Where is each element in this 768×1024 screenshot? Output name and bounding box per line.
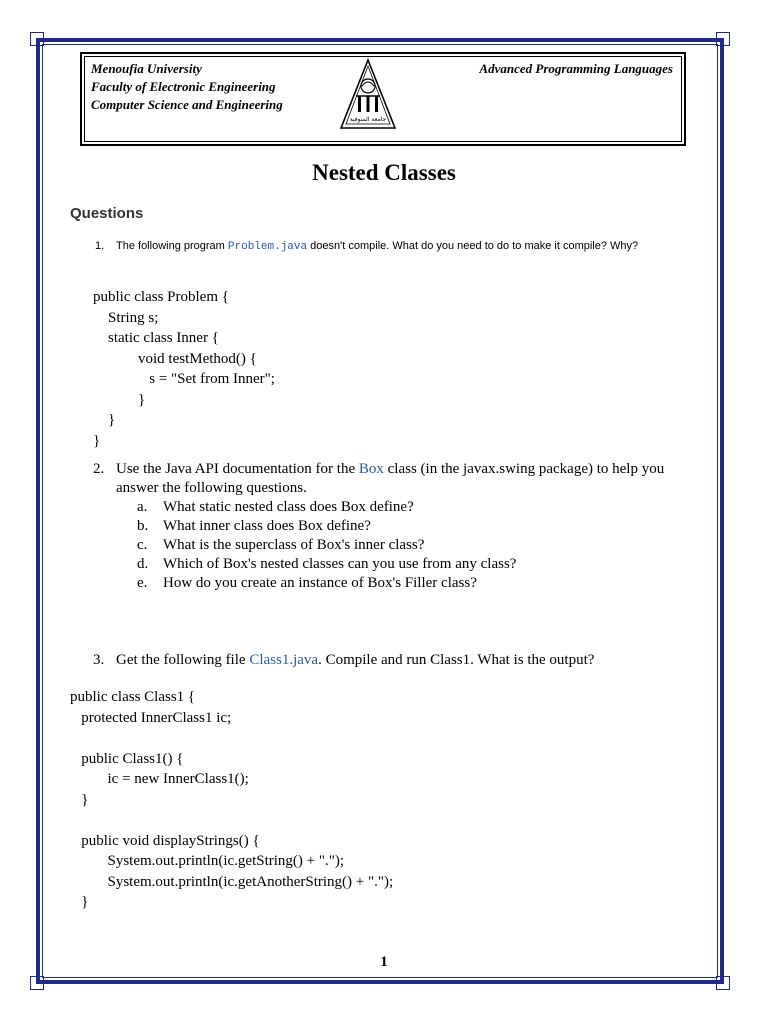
code-line: System.out.println(ic.getString() + "."); — [70, 853, 345, 869]
question-number: 2. — [93, 461, 105, 477]
university-logo-icon — [338, 58, 398, 132]
sub-question — [137, 536, 516, 555]
code-line: protected InnerClass1 ic; — [70, 709, 232, 726]
page-title: Nested Classes — [312, 160, 456, 185]
border-corner-ornament — [30, 976, 44, 990]
university-name: Menoufia University — [91, 61, 202, 76]
code-line — [70, 810, 393, 831]
sub-question-letter: c. — [137, 537, 148, 553]
code-line: void testMethod() { — [93, 350, 257, 367]
code-line: s = "Set from Inner"; — [93, 371, 275, 387]
question-number: 3. — [93, 652, 105, 668]
code-line: public void displayStrings() { — [70, 832, 260, 849]
code-line: } — [70, 791, 89, 808]
department-name: Computer Science and Engineering — [91, 97, 283, 112]
sub-question-letter: b. — [137, 518, 149, 534]
code-block-problem — [93, 287, 275, 451]
code-line: } — [70, 894, 89, 910]
logo-text: جامعة المنوفية — [349, 116, 387, 123]
sub-question — [137, 574, 516, 593]
code-line: } — [93, 432, 101, 449]
code-line: ic = new InnerClass1(); — [70, 771, 249, 787]
sub-question-text: What static nested class does Box define? — [163, 499, 414, 515]
code-line: public Class1() { — [70, 750, 184, 767]
border-corner-ornament — [716, 32, 730, 46]
sub-question-letter: a. — [137, 499, 148, 515]
sub-question — [137, 555, 516, 574]
code-line: String s; — [93, 309, 159, 326]
sub-question-letter: d. — [137, 556, 149, 572]
question-number: 1. — [95, 240, 105, 252]
code-line: } — [93, 412, 116, 428]
border-corner-ornament — [30, 32, 44, 46]
sub-question-text: What inner class does Box define? — [163, 518, 371, 534]
course-name: Advanced Programming Languages — [479, 61, 673, 76]
sub-question-list — [137, 498, 516, 593]
class1-java-link[interactable]: Class1.java — [249, 652, 319, 668]
border-corner-ornament — [716, 976, 730, 990]
question-text: The following program Problem.java doesn't compile. What do you need to do to make it compile? Why? — [116, 240, 639, 253]
faculty-name: Faculty of Electronic Engineering — [91, 79, 276, 94]
code-line: public class Problem { — [93, 289, 229, 305]
section-heading: Questions — [70, 205, 144, 222]
code-line: System.out.println(ic.getAnotherString() + "."); — [70, 873, 394, 890]
code-block-class1 — [70, 687, 393, 913]
sub-question — [137, 498, 516, 517]
sub-question-text: What is the superclass of Box's inner class? — [163, 537, 425, 553]
sub-question-text: How do you create an instance of Box's Filler class? — [163, 575, 477, 591]
sub-question-text: Which of Box's nested classes can you use from any class? — [163, 556, 517, 572]
code-line: static class Inner { — [93, 330, 219, 346]
page-number: 1 — [380, 954, 388, 970]
question-text: Get the following file Class1.java. Compile and run Class1. What is the output? — [116, 652, 595, 668]
sub-question — [137, 517, 516, 536]
question-text: Use the Java API documentation for the Box class (in the javax.swing package) to help you answer the following questions. — [116, 461, 665, 496]
box-link[interactable]: Box — [358, 461, 384, 477]
sub-question-letter: e. — [137, 575, 148, 591]
code-line: public class Class1 { — [70, 689, 196, 705]
code-line — [70, 728, 393, 749]
header-institution — [91, 60, 283, 114]
code-line: } — [93, 391, 146, 408]
problem-java-link[interactable]: Problem.java — [227, 241, 308, 253]
